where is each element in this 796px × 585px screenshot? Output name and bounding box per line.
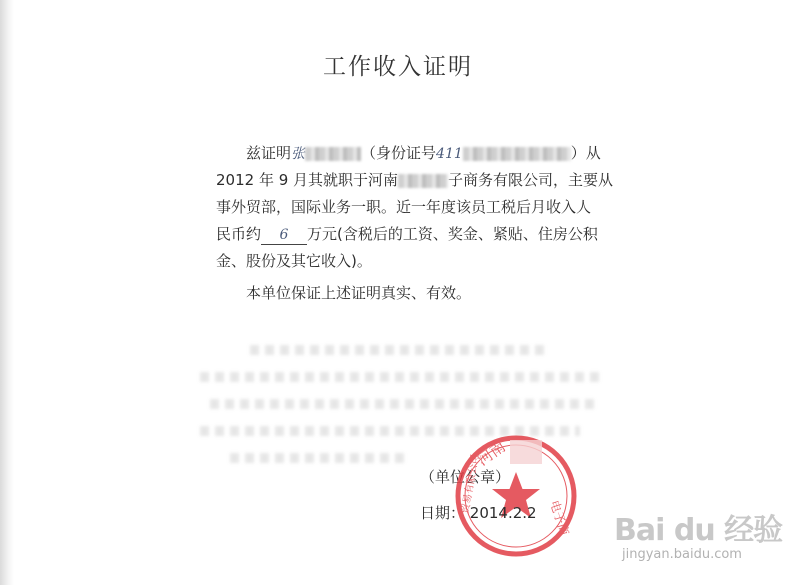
watermark-url: jingyan.baidu.com <box>622 547 742 562</box>
seal-label: （单位公章） <box>420 468 511 486</box>
body-line-4 <box>216 221 616 248</box>
redacted-id-number <box>463 147 571 161</box>
body-text: 2012 年 9 月其就职于河南 <box>216 171 399 189</box>
guarantee-statement: 本单位保证上述证明真实、有效。 <box>246 284 472 302</box>
svg-text:贸易有限公司: 贸易有限公司 <box>460 453 482 515</box>
bleed-line <box>210 399 600 409</box>
body-line-1 <box>216 140 616 167</box>
date-label: 日期： <box>420 504 466 522</box>
page-title: 工作收入证明 <box>323 54 473 80</box>
body-line-5: 金、股份及其它收入)。 <box>216 252 372 270</box>
date-value: 2014.2.2 <box>469 504 537 522</box>
handwritten-id: 411 <box>436 146 463 162</box>
body-text: ）从 <box>570 144 601 162</box>
redacted-company <box>398 174 448 188</box>
body-text: （身份证号 <box>361 144 437 162</box>
body-line-3: 事外贸部，国际业务一职。近一年度该员工税后月收入人 <box>216 198 592 216</box>
company-seal <box>452 432 580 560</box>
body-text: 民币约 <box>216 225 262 243</box>
certificate-body <box>216 140 616 275</box>
bleed-line <box>200 372 600 382</box>
handwritten-name: 张 <box>291 146 306 162</box>
bleed-line <box>230 453 410 463</box>
body-text: 兹证明 <box>246 144 292 162</box>
scan-edge-shadow <box>0 0 14 585</box>
watermark-logo: Bai du 经验 <box>614 513 783 548</box>
body-line-2 <box>216 167 616 194</box>
bleed-line <box>250 345 550 355</box>
redacted-name <box>305 147 361 161</box>
baidu-jingyan-watermark <box>614 505 782 562</box>
body-text: 万元(含税后的工资、奖金、紧贴、住房公积 <box>307 225 598 243</box>
handwritten-amount: 6 <box>261 226 307 245</box>
body-text: 子商务有限公司，主要从 <box>448 171 614 189</box>
date-row <box>420 502 537 523</box>
svg-text:电子商: 电子商 <box>547 498 572 538</box>
svg-text:河南: 河南 <box>473 437 509 470</box>
